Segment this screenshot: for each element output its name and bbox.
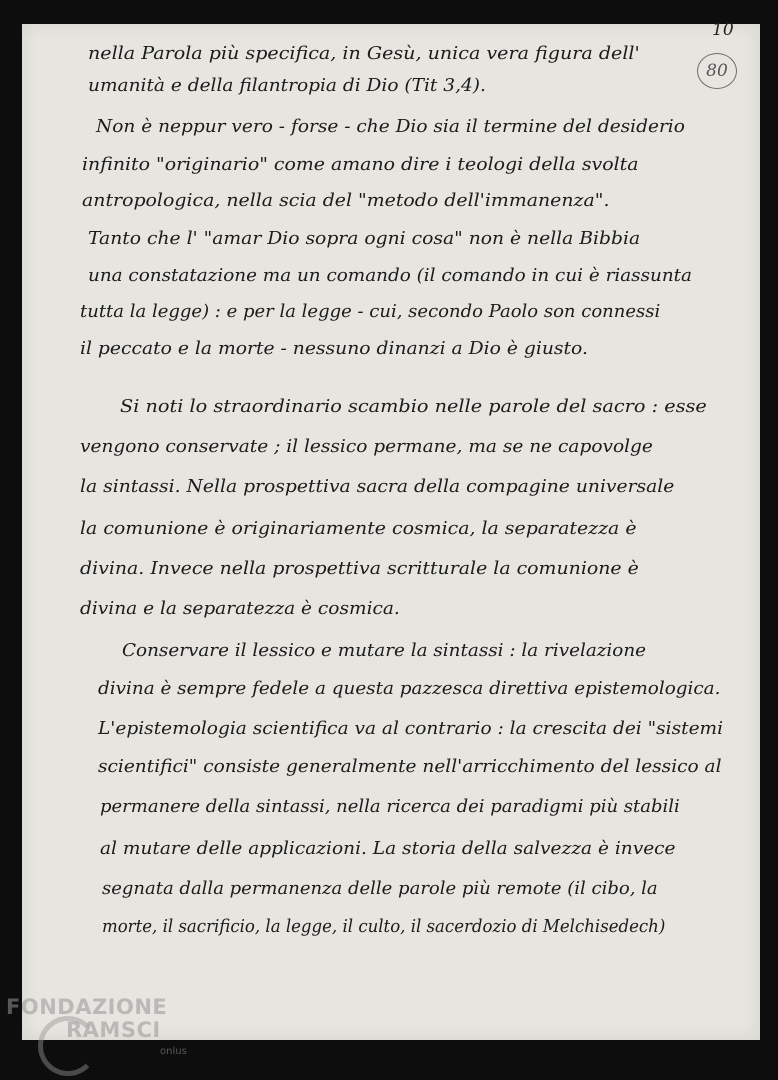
text-line: infinito "originario" come amano dire i teologi della svolta [82, 154, 639, 175]
text-line: scientifici" consiste generalmente nell'arricchimento del lessico al [98, 756, 722, 777]
text-line: permanere della sintassi, nella ricerca dei paradigmi più stabili [100, 796, 680, 817]
text-line: Conservare il lessico e mutare la sintassi : la rivelazione [122, 640, 647, 661]
archive-number-stamp: 80 [697, 53, 737, 89]
text-line: umanità e della filantropia di Dio (Tit 3,4). [88, 75, 486, 96]
text-line: L'epistemologia scientifica va al contrario : la crescita dei "sistemi [98, 718, 724, 739]
text-line: una constatazione ma un comando (il comando in cui è riassunta [88, 265, 692, 286]
text-line: la comunione è originariamente cosmica, la separatezza è [80, 518, 637, 539]
text-line: morte, il sacrificio, la legge, il culto, il sacerdozio di Melchisedech) [102, 916, 666, 937]
text-line: segnata dalla permanenza delle parole più remote (il cibo, la [102, 878, 658, 899]
text-line: il peccato e la morte - nessuno dinanzi a Dio è giusto. [80, 338, 588, 359]
text-line: al mutare delle applicazioni. La storia della salvezza è invece [100, 838, 676, 859]
text-line: antropologica, nella scia del "metodo dell'immanenza". [82, 190, 610, 211]
watermark-line2: RAMSCI [66, 1018, 161, 1042]
text-line: nella Parola più specifica, in Gesù, unica vera figura dell' [88, 43, 640, 64]
text-line: Non è neppur vero - forse - che Dio sia il termine del desiderio [96, 116, 685, 137]
watermark-line1: FONDAZIONE [6, 995, 168, 1019]
text-line: divina e la separatezza è cosmica. [80, 598, 400, 619]
text-line: la sintassi. Nella prospettiva sacra della compagine universale [80, 476, 675, 497]
text-line: tutta la legge) : e per la legge - cui, secondo Paolo son connessi [80, 301, 661, 322]
text-line: divina. Invece nella prospettiva scritturale la comunione è [80, 558, 639, 579]
text-line: Si noti lo straordinario scambio nelle parole del sacro : esse [120, 396, 707, 417]
text-line: divina è sempre fedele a questa pazzesca direttiva epistemologica. [98, 678, 721, 699]
page-number: 10 [712, 20, 734, 40]
text-line: Tanto che l' "amar Dio sopra ogni cosa" non è nella Bibbia [88, 228, 641, 249]
text-line: vengono conservate ; il lessico permane, ma se ne capovolge [80, 436, 653, 457]
fondazione-gramsci-watermark [4, 992, 204, 1072]
watermark-line3: onlus [160, 1046, 187, 1057]
